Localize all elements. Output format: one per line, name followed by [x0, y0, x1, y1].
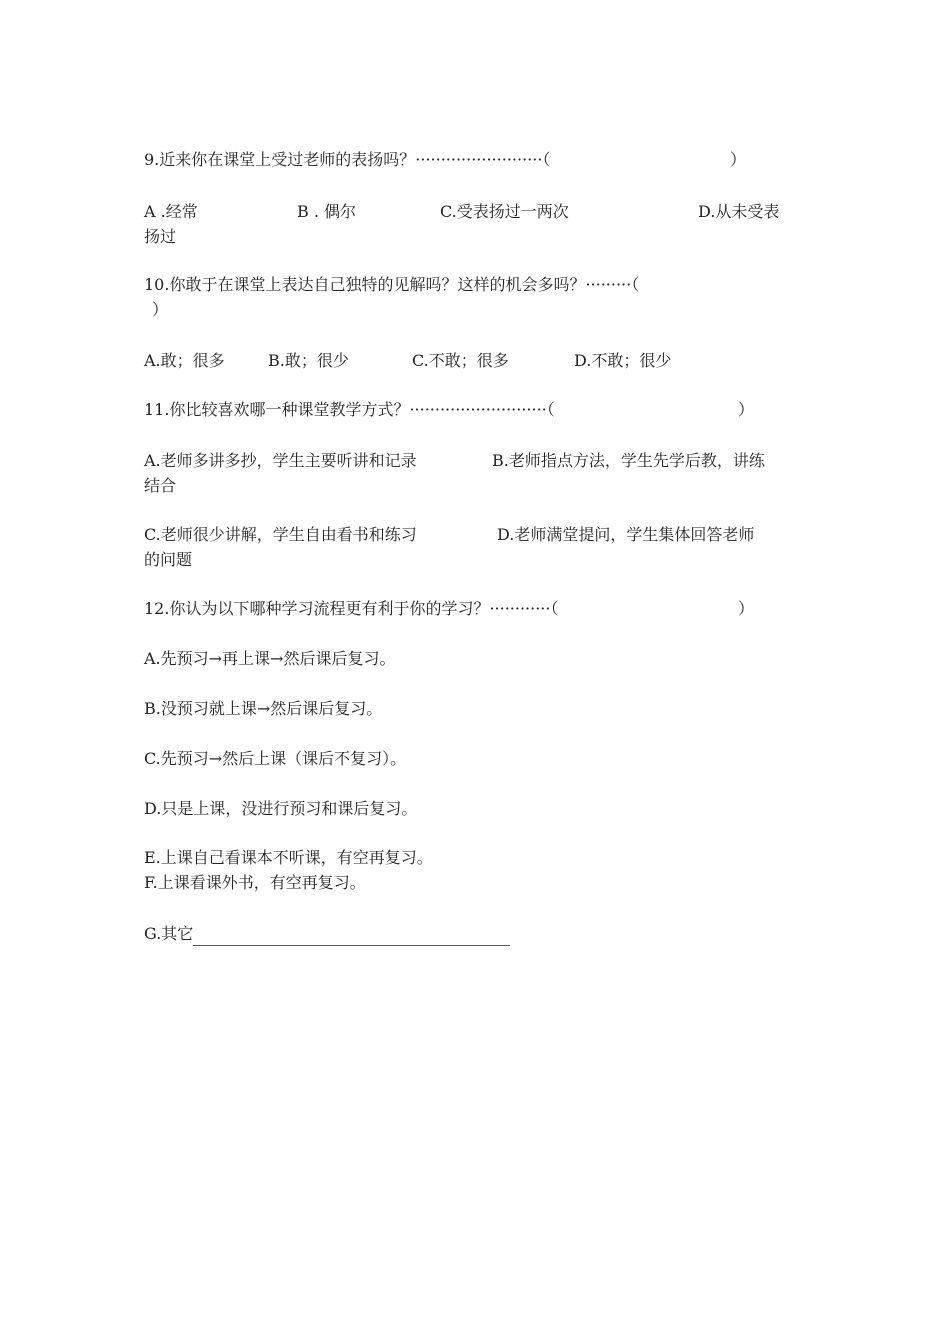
question-9-stem — [144, 148, 550, 172]
question-11-option-b: B.老师指点方法，学生先学后教，讲练 — [492, 451, 765, 470]
question-9-option-b: B . 偶尔 — [297, 202, 357, 221]
question-10-option-a: A.敢；很多 — [144, 351, 225, 370]
question-11-option-c: C.老师很少讲解，学生自由看书和练习 — [144, 525, 417, 544]
question-11-option-b-wrap: 结合 — [144, 476, 177, 495]
question-12-option-e: E.上课自己看课本不听课，有空再复习。 — [144, 848, 433, 867]
question-9-text: 9.近来你在课堂上受过老师的表扬吗？·························（ — [144, 150, 551, 169]
question-11-answer-close: ） — [738, 400, 755, 419]
question-11-stem: 11.你比较喜欢哪一种课堂教学方式？···························（ — [144, 400, 555, 419]
question-11-option-d-wrap: 的问题 — [144, 550, 193, 569]
question-11-option-d: D.老师满堂提问，学生集体回答老师 — [497, 525, 755, 544]
question-10-stem: 10.你敢于在课堂上表达自己独特的见解吗？这样的机会多吗？·········（ — [144, 275, 640, 294]
question-12-option-g-label: G.其它 — [144, 924, 194, 943]
fill-in-blank-line[interactable] — [193, 927, 510, 946]
question-9-option-a: A .经常 — [144, 202, 198, 221]
question-9-answer-close: ） — [730, 150, 747, 169]
question-12-answer-close: ） — [738, 599, 755, 618]
question-10-option-b: B.敢；很少 — [268, 351, 349, 370]
question-9-option-c: C.受表扬过一两次 — [440, 202, 569, 221]
question-12-option-f: F.上课看课外书，有空再复习。 — [144, 873, 366, 892]
question-11-option-a: A.老师多讲多抄，学生主要听讲和记录 — [144, 451, 417, 470]
question-12-option-b: B.没预习就上课→然后课后复习。 — [144, 699, 383, 718]
question-10-option-c: C.不敢；很多 — [412, 351, 509, 370]
question-12-option-c: C.先预习→然后上课（课后不复习）。 — [144, 749, 407, 768]
question-12-stem: 12.你认为以下哪种学习流程更有利于你的学习？············（ — [144, 599, 559, 618]
question-9-option-d-wrap: 扬过 — [144, 227, 177, 246]
question-10-answer-close: ） — [152, 300, 169, 319]
question-12-option-g — [144, 922, 510, 946]
question-12-option-a: A.先预习→再上课→然后课后复习。 — [144, 649, 396, 668]
question-9-option-d: D.从未受表 — [698, 202, 780, 221]
question-12-option-d: D.只是上课，没进行预习和课后复习。 — [144, 799, 418, 818]
question-10-option-d: D.不敢；很少 — [574, 351, 672, 370]
